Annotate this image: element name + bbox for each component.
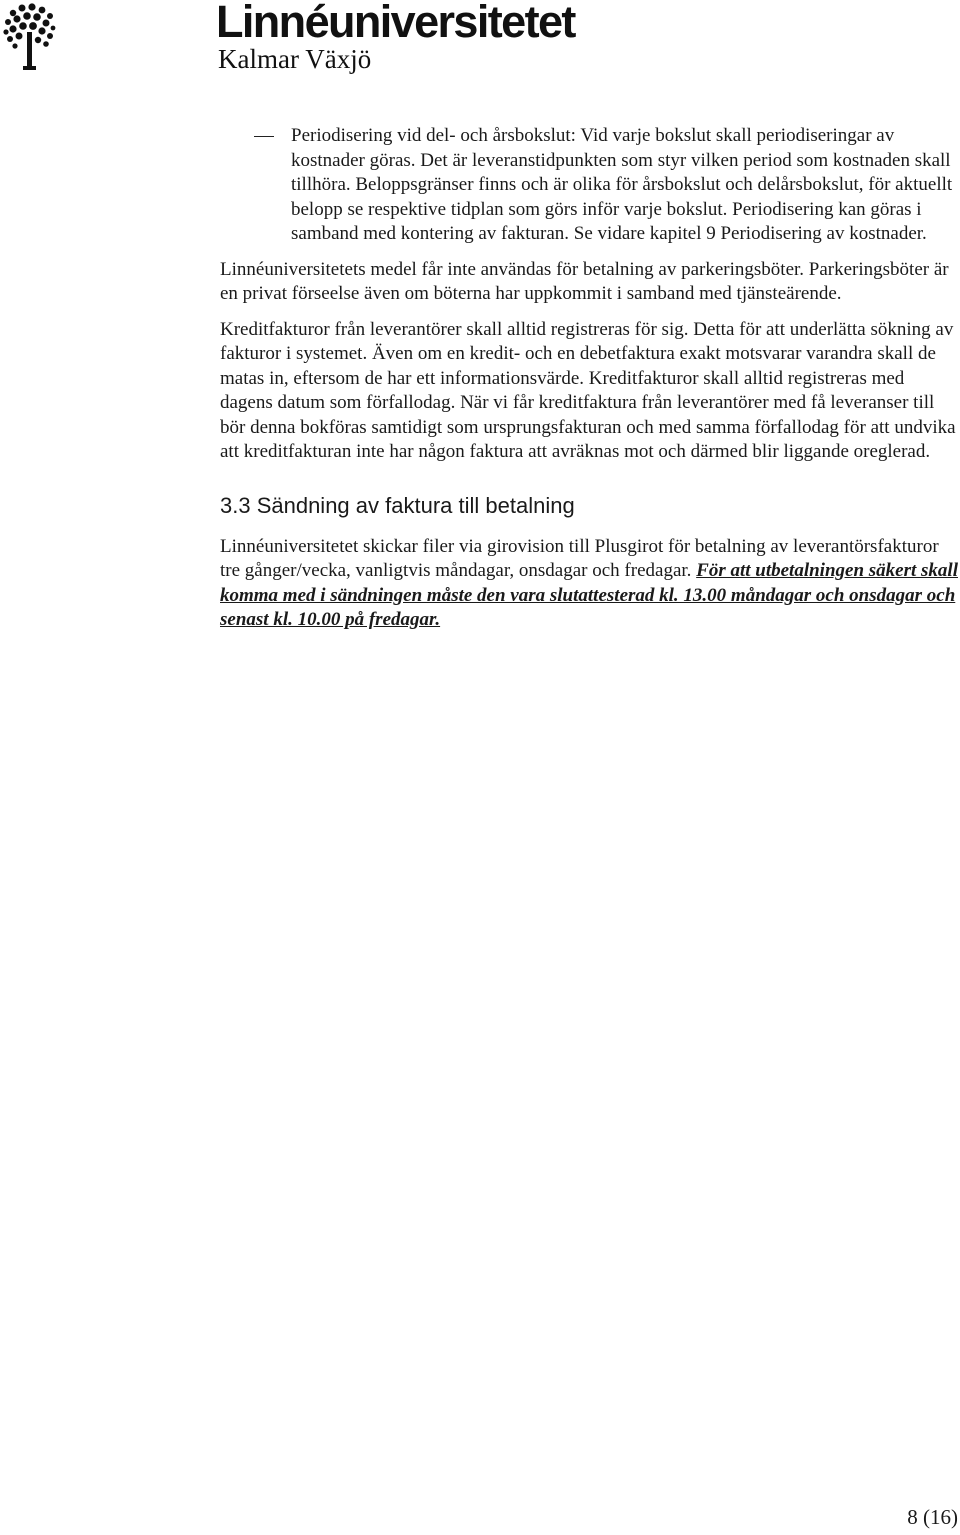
paragraph-credit-invoices: Kreditfakturor från leverantörer skall alltid registreras för sig. Detta för att underlätta sökning av fakturor i systemet. Även om en kredit- och en debetfaktura exakt motsvarar varandra skall de matas in, eftersom de har ett informationsvärde. Kreditfakturor skall alltid registreras med dagens datum som förfallodag. När vi får kreditfaktura från leverantörer med få leveranser till bör denna bokföras samtidigt som ursprungsfakturan och med samma förfallodag för att undvika att kreditfakturan inte har någon faktura att avräknas mot och därmed blir liggande oreglerad. <box>220 318 956 462</box>
university-name: Linnéuniversitetet <box>216 0 575 47</box>
campus-names: Kalmar Växjö <box>218 44 372 74</box>
page-number: 8 (16) <box>907 1505 958 1529</box>
page-header <box>0 0 620 80</box>
section-heading: 3.3 Sändning av faktura till betalning <box>220 492 575 518</box>
document-body <box>220 124 960 644</box>
payment-schedule-text: Linnéuniversitetet skickar filer via girovision till Plusgirot för betalning av leverantörsfakturor tre gånger/vecka, vanligtvis måndagar, onsdagar och fredagar. <box>220 535 939 581</box>
tree-icon <box>2 2 56 72</box>
paragraph-parking-fines: Linnéuniversitetets medel får inte användas för betalning av parkeringsböter. Parkeringsböter är en privat förseelse även om böterna har uppkommit i samband med tjänsteärende. <box>220 258 949 304</box>
payment-deadline-emphasis: För att utbetalningen säkert skall komma med i sändningen måste den vara slutattesterad kl. 13.00 måndagar och onsdagar och senast kl. 10.00 på fredagar. <box>220 560 958 630</box>
paragraph-payment-schedule <box>220 535 960 633</box>
dash-bullet-icon <box>254 136 274 137</box>
bullet-text: Periodisering vid del- och årsbokslut: Vid varje bokslut skall periodiseringar av kostnader göras. Det är leveranstidpunkten som styr vilken period som kostnaden skall tillhöra. Beloppsgränser finns och är olika för årsbokslut och delårsbokslut, för aktuellt belopp se respektive tidplan som görs inför varje bokslut. Periodisering kan göras i samband med kontering av fakturan. Se vidare kapitel 9 Periodisering av kostnader. <box>291 125 953 244</box>
bullet-item <box>220 124 960 247</box>
